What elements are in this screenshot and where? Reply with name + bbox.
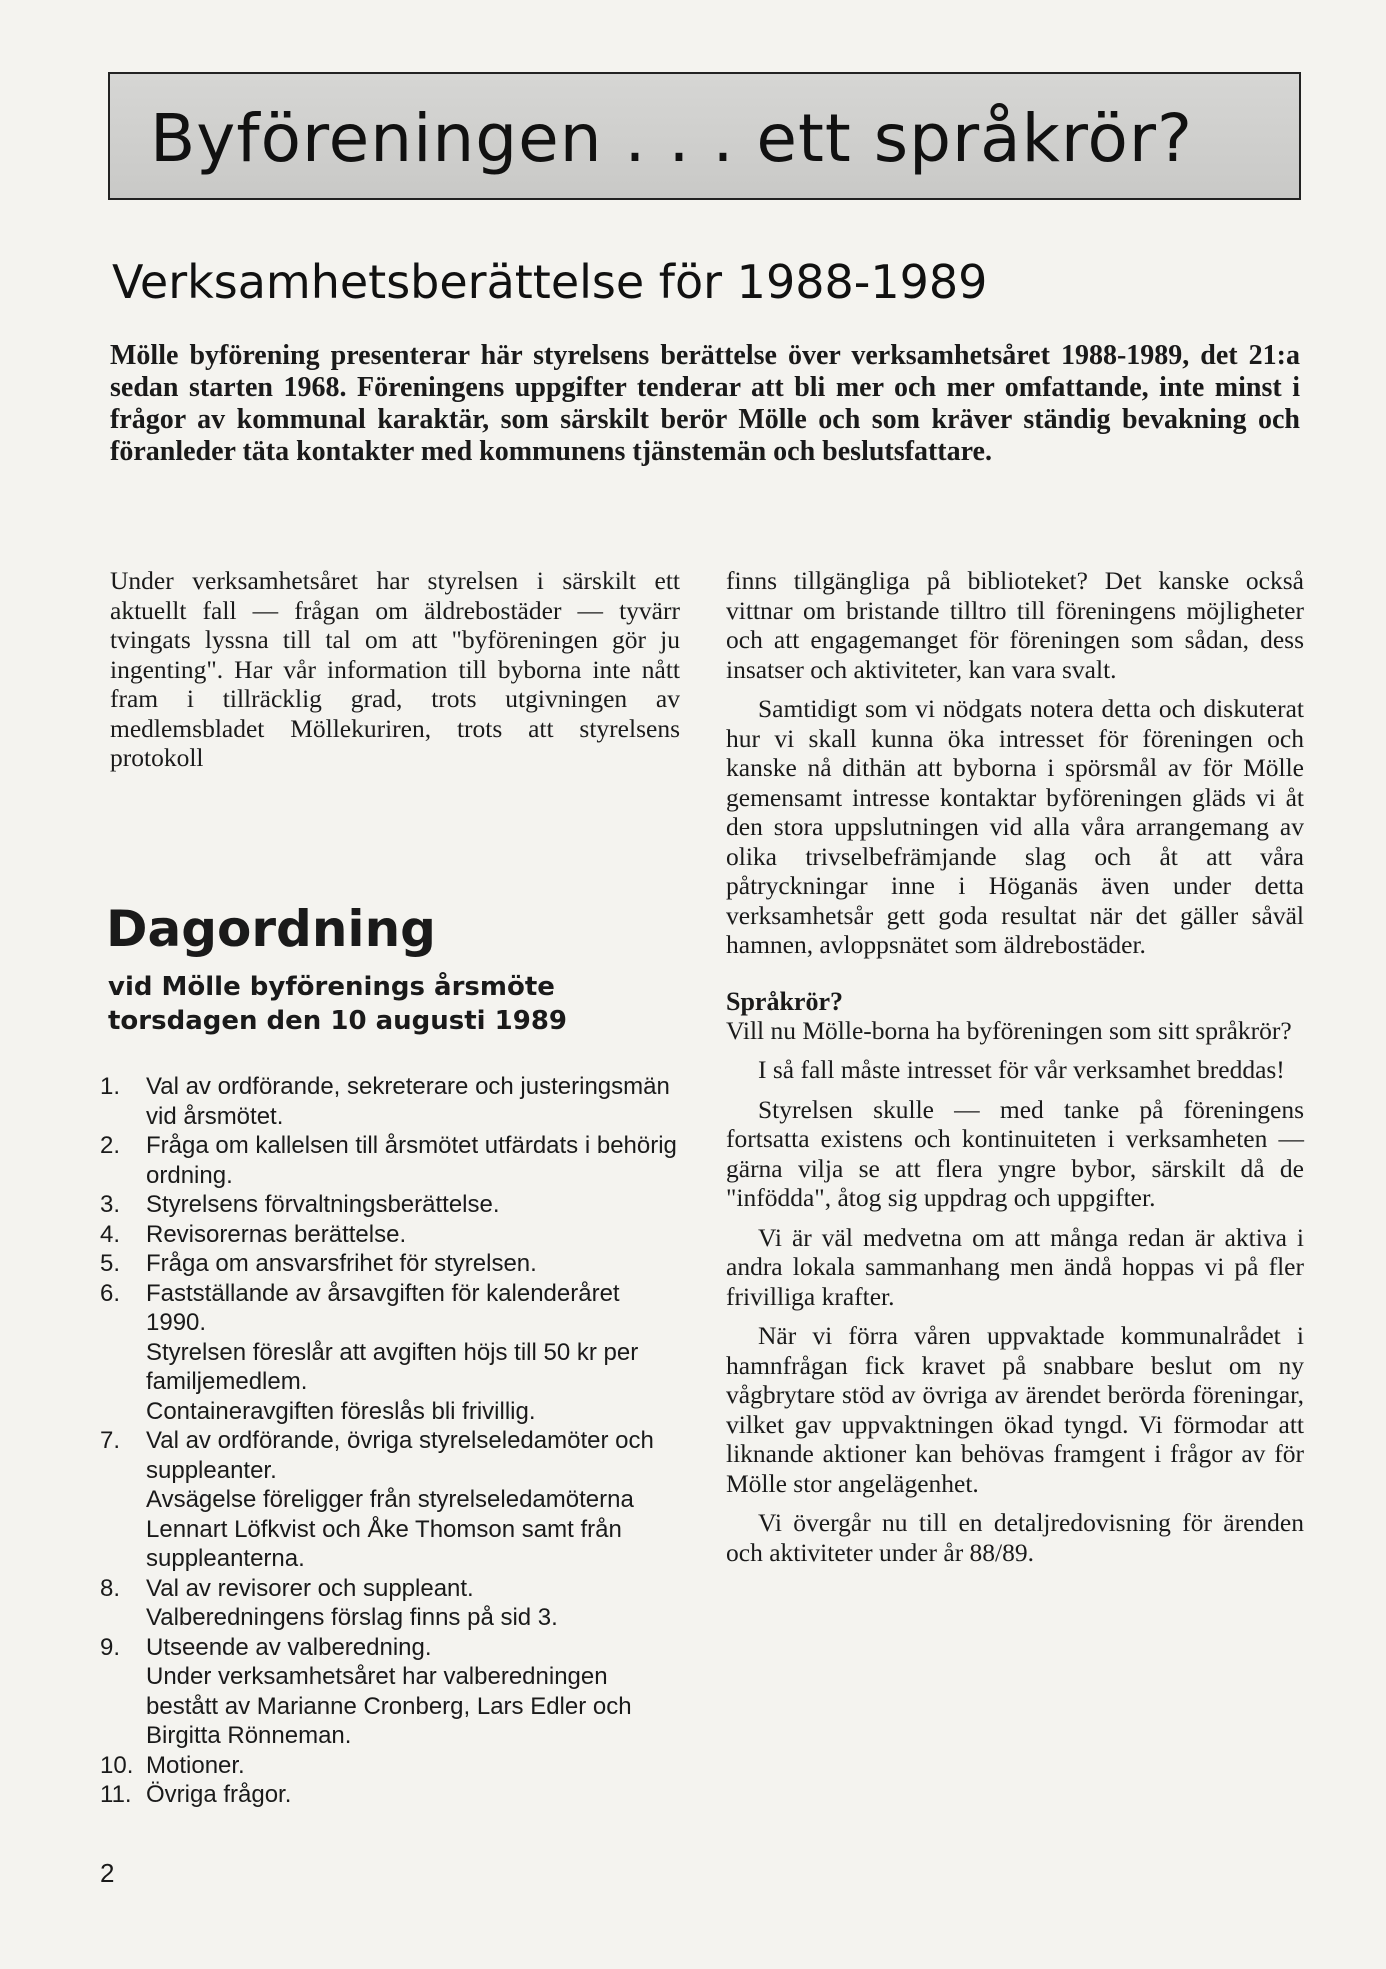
- agenda-item-number: 4.: [100, 1220, 121, 1248]
- agenda-item: [100, 1249, 680, 1279]
- page-title: Byföreningen . . . ett språkrör?: [150, 100, 1194, 177]
- section-heading: Språkrör?: [726, 986, 843, 1016]
- agenda-item-number: 3.: [100, 1191, 121, 1218]
- agenda-item-line: Revisorernas berättelse.: [146, 1220, 407, 1248]
- right-paragraph: När vi förra våren uppvaktade kommunalrådet i hamnfrågan fick kravet på snabbare beslut om ny vågbrytare stöd av övriga av ärendet berörda föreningar, vilket gav uppvaktningen ökad tyngd. Vi förmodar att liknande aktioner kan behövas framgent i frågor av för Mölle stor angelägenhet.: [726, 1321, 1304, 1498]
- agenda-subtitle-line: vid Mölle byförenings årsmöte: [108, 972, 555, 1002]
- agenda-item: [100, 1131, 680, 1190]
- agenda-item-number: 7.: [100, 1427, 121, 1454]
- agenda-item: [100, 1072, 680, 1131]
- agenda-item: [100, 1751, 680, 1781]
- right-paragraph: finns tillgängliga på biblioteket? Det kanske också vittnar om bristande tilltro till föreningens möjligheter och att engagemanget för föreningen som sådan, dess insatser och aktiviteter, kan vara svalt.: [726, 566, 1304, 684]
- agenda-item-line: Övriga frågor.: [146, 1781, 292, 1808]
- agenda-item-line: Fastställande av årsavgiften för kalenderåret 1990.: [146, 1279, 620, 1336]
- agenda-item-text: [146, 1780, 680, 1810]
- agenda-item: [100, 1426, 680, 1574]
- agenda-item-text: [146, 1279, 680, 1427]
- agenda-subtitle-line: torsdagen den 10 augusti 1989: [108, 1006, 567, 1036]
- agenda-item-number: 9.: [100, 1633, 121, 1661]
- agenda-item-number: 2.: [100, 1132, 121, 1159]
- agenda-item-number: 1.: [100, 1073, 121, 1100]
- left-column: [110, 566, 680, 773]
- agenda-item-line: Fråga om ansvarsfrihet för styrelsen.: [146, 1250, 537, 1277]
- agenda-item-number: 10.: [100, 1751, 134, 1779]
- report-subtitle: Verksamhetsberättelse för 1988-1989: [112, 255, 988, 309]
- agenda-title: Dagordning: [106, 900, 436, 958]
- agenda-item-line: Val av ordförande, övriga styrelseledamöter och suppleanter.: [146, 1427, 654, 1484]
- agenda-item-line: Motioner.: [146, 1751, 245, 1779]
- right-paragraph: Vi övergår nu till en detaljredovisning för ärenden och aktiviteter under år 88/89.: [726, 1508, 1304, 1567]
- left-paragraph: Under verksamhetsåret har styrelsen i särskilt ett aktuellt fall — frågan om äldrebostäder — tyvärr tvingats lyssna till tal om att "byföreningen gör ju ingenting". Har vår information till byborna inte nått fram i tillräcklig grad, trots utgivningen av medlemsbladet Möllekuriren, trots att styrelsens protokoll: [110, 566, 680, 772]
- agenda-item-number: 5.: [100, 1250, 121, 1277]
- right-column: [726, 566, 1304, 1577]
- agenda-list: [100, 1072, 680, 1810]
- agenda-item-text: [146, 1072, 680, 1131]
- agenda-item-number: 11.: [100, 1781, 132, 1808]
- agenda-item-line: Valberedningens förslag finns på sid 3.: [146, 1604, 558, 1631]
- agenda-item-line: Val av ordförande, sekreterare och justeringsmän vid årsmötet.: [146, 1073, 670, 1130]
- agenda-item-line: Styrelsens förvaltningsberättelse.: [146, 1191, 500, 1218]
- agenda-item-text: [146, 1574, 680, 1633]
- agenda-item-text: [146, 1190, 680, 1220]
- agenda-item-text: [146, 1220, 680, 1250]
- right-paragraph: I så fall måste intresset för vår verksamhet breddas!: [758, 1055, 1285, 1084]
- page-number: 2: [100, 1858, 115, 1888]
- agenda-item: [100, 1780, 680, 1810]
- right-paragraph: Vill nu Mölle-borna ha byföreningen som sitt språkrör?: [726, 1015, 1292, 1045]
- agenda-item: [100, 1220, 680, 1250]
- right-paragraph: Styrelsen skulle — med tanke på föreningens fortsatta existens och kontinuiteten i verksamheten — gärna vilja se att flera yngre bybor, särskilt då de "infödda", åtog sig uppdrag och uppgifter.: [726, 1094, 1304, 1212]
- intro-paragraph: Mölle byförening presenterar här styrelsens berättelse över verksamhetsåret 1988-1989, det 21:a sedan starten 1968. Föreningens uppgifter tenderar att bli mer och mer omfattande, inte minst i frågor av kommunal karaktär, som särskilt berör Mölle och som kräver ständig bevakning och föranleder täta kontakter med kommunens tjänstemän och beslutsfattare.: [110, 340, 1300, 467]
- agenda-item-text: [146, 1426, 680, 1574]
- agenda-item-line: Under verksamhetsåret har valberedningen bestått av Marianne Cronberg, Lars Edler och Birgitta Rönneman.: [146, 1663, 632, 1749]
- agenda-item: [100, 1574, 680, 1633]
- right-paragraph: Samtidigt som vi nödgats notera detta och diskuterat hur vi skall kunna öka intresset för föreningen och kanske nå dithän att byborna i spörsmål av för Mölle gemensamt intresse kontaktar byföreningen gläds vi åt den stora uppslutningen vid alla våra arrangemang av olika trivselbefrämjande slag och åt att våra påtryckningar inne i Höganäs även under detta verksamhetsår gett goda resultat när det gäller såväl hamnen, avloppsnätet som äldrebostäder.: [726, 694, 1304, 959]
- agenda-item: [100, 1190, 680, 1220]
- agenda-item-text: [146, 1633, 680, 1751]
- agenda-item-number: 8.: [100, 1574, 121, 1602]
- agenda-item: [100, 1279, 680, 1427]
- agenda-item-line: Fråga om kallelsen till årsmötet utfärdats i behörig ordning.: [146, 1132, 677, 1189]
- agenda-item-number: 6.: [100, 1279, 121, 1307]
- agenda-item-line: Avsägelse föreligger från styrelseledamöterna Lennart Löfkvist och Åke Thomson samt från suppleanterna.: [146, 1486, 634, 1572]
- agenda-item-line: Styrelsen föreslår att avgiften höjs till 50 kr per familjemedlem.: [146, 1338, 639, 1395]
- agenda-subtitle: [108, 970, 698, 1038]
- agenda-item-text: [146, 1131, 680, 1190]
- agenda-item-text: [146, 1249, 680, 1279]
- agenda-item: [100, 1633, 680, 1751]
- agenda-item-text: [146, 1751, 680, 1781]
- agenda-item-line: Val av revisorer och suppleant.: [146, 1574, 474, 1602]
- agenda-item-line: Containeravgiften föreslås bli frivillig.: [146, 1397, 536, 1425]
- title-banner: [108, 72, 1301, 200]
- right-paragraph: Vi är väl medvetna om att många redan är aktiva i andra lokala sammanhang men ändå hoppas vi på fler frivilliga krafter.: [726, 1222, 1304, 1311]
- agenda-item-line: Utseende av valberedning.: [146, 1633, 432, 1661]
